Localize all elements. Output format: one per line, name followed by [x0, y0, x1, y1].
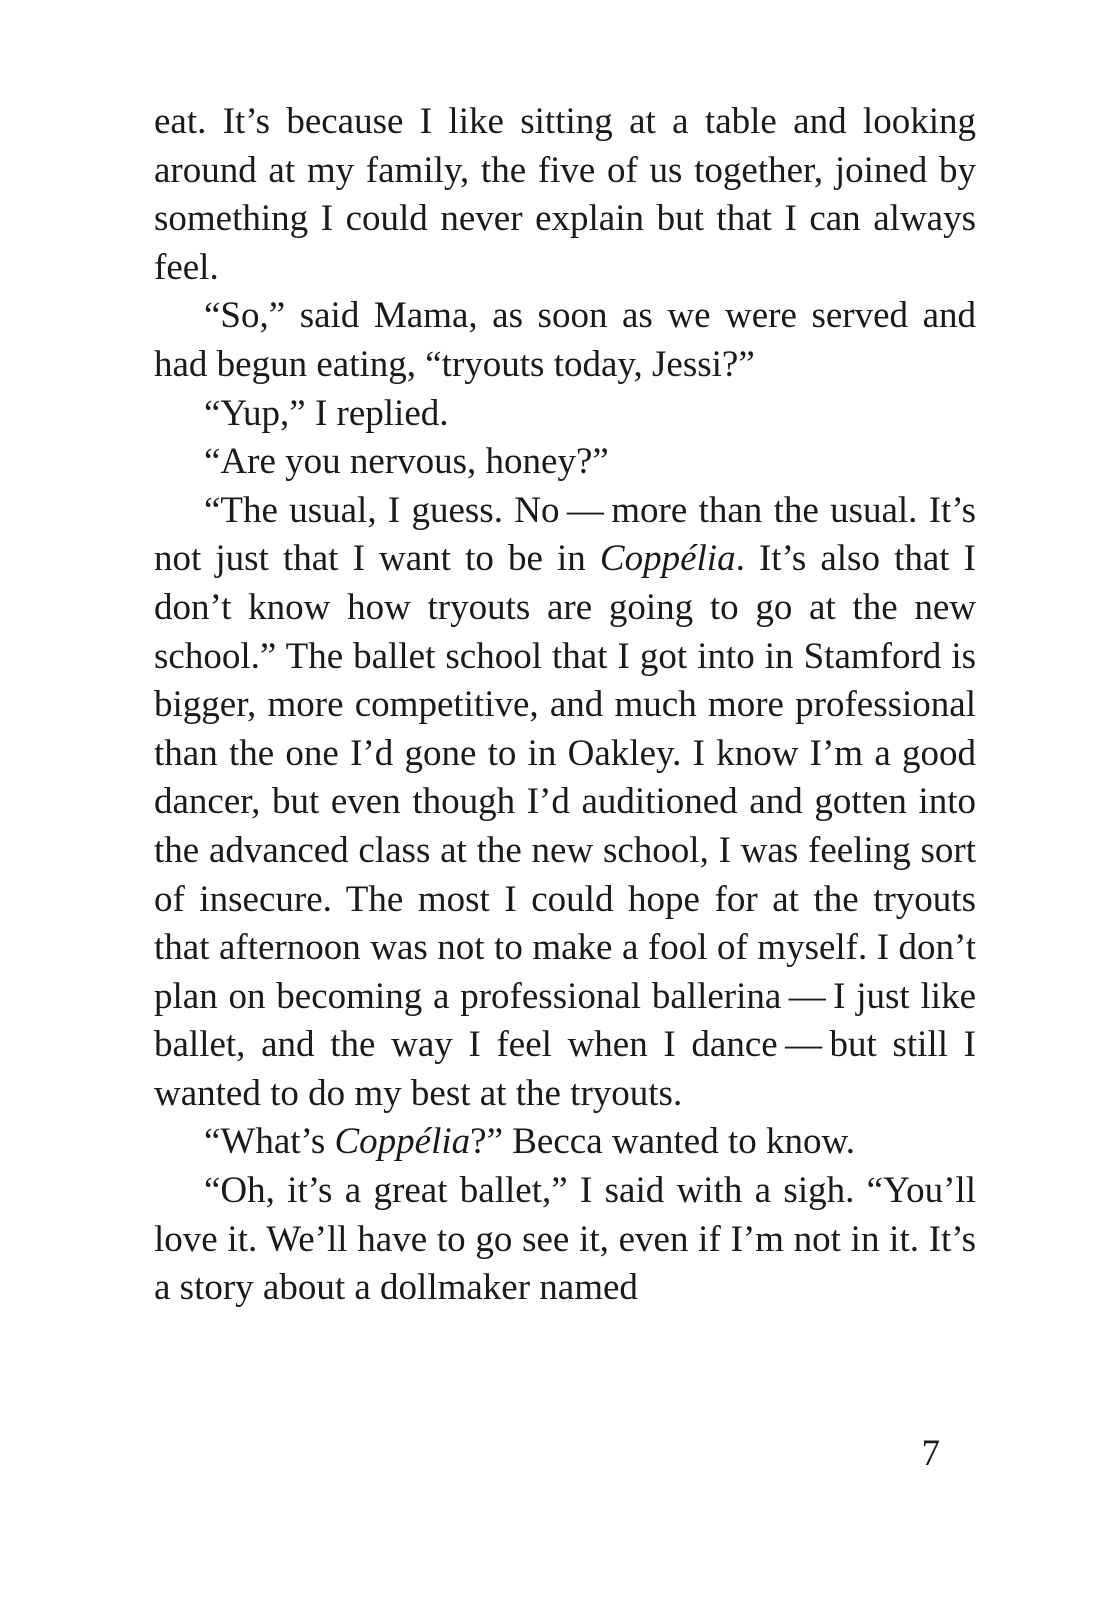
text-run: ?” Becca wanted to know.: [470, 1121, 856, 1163]
paragraph: [154, 292, 976, 389]
paragraph: [154, 438, 976, 487]
paragraph: [154, 1118, 976, 1167]
italic-title: Coppélia: [599, 538, 736, 580]
text-run: “Are you nervous, honey?”: [204, 441, 609, 483]
italic-title: Coppélia: [334, 1121, 471, 1163]
paragraph: [154, 390, 976, 439]
text-run: “Oh, it’s a great ballet,” I said with a sigh. “You’ll love it. We’ll have to go see it, even if I’m not in it. It’s a story about a dollmaker named: [154, 1170, 976, 1309]
text-run: eat. It’s because I like sitting at a table and looking around at my family, the five of us together, joined by something I could never explain but that I can always feel.: [154, 101, 976, 288]
paragraph: [154, 487, 976, 1119]
text-run: . It’s also that I don’t know how tryouts are going to go at the new school.” The ballet school that I got into in Stamford is bigger, more competitive, and much more professional than the one I’d gone to in Oakley. I know I’m a good dancer, but even though I’d auditioned and gotten into the advanced class at the new school, I was feeling sort of insecure. The most I could hope for at the tryouts that afternoon was not to make a fool of myself. I don’t plan on becoming a professional ballerina — I just like ballet, and the way I feel when I dance — but still I wanted to do my best at the tryouts.: [154, 538, 976, 1114]
paragraph: [154, 98, 976, 292]
text-run: “Yup,” I replied.: [204, 392, 449, 434]
text-run: “The usual, I guess. No — more than the usual. It’s not just that I want to be in: [154, 489, 976, 580]
text-run: “So,” said Mama, as soon as we were served and had begun eating, “tryouts today, Jessi?”: [154, 295, 976, 385]
page-number: 7: [921, 1433, 940, 1474]
text-run: “What’s: [204, 1121, 335, 1163]
paragraph: [154, 1167, 976, 1313]
body-text: [154, 98, 976, 1313]
